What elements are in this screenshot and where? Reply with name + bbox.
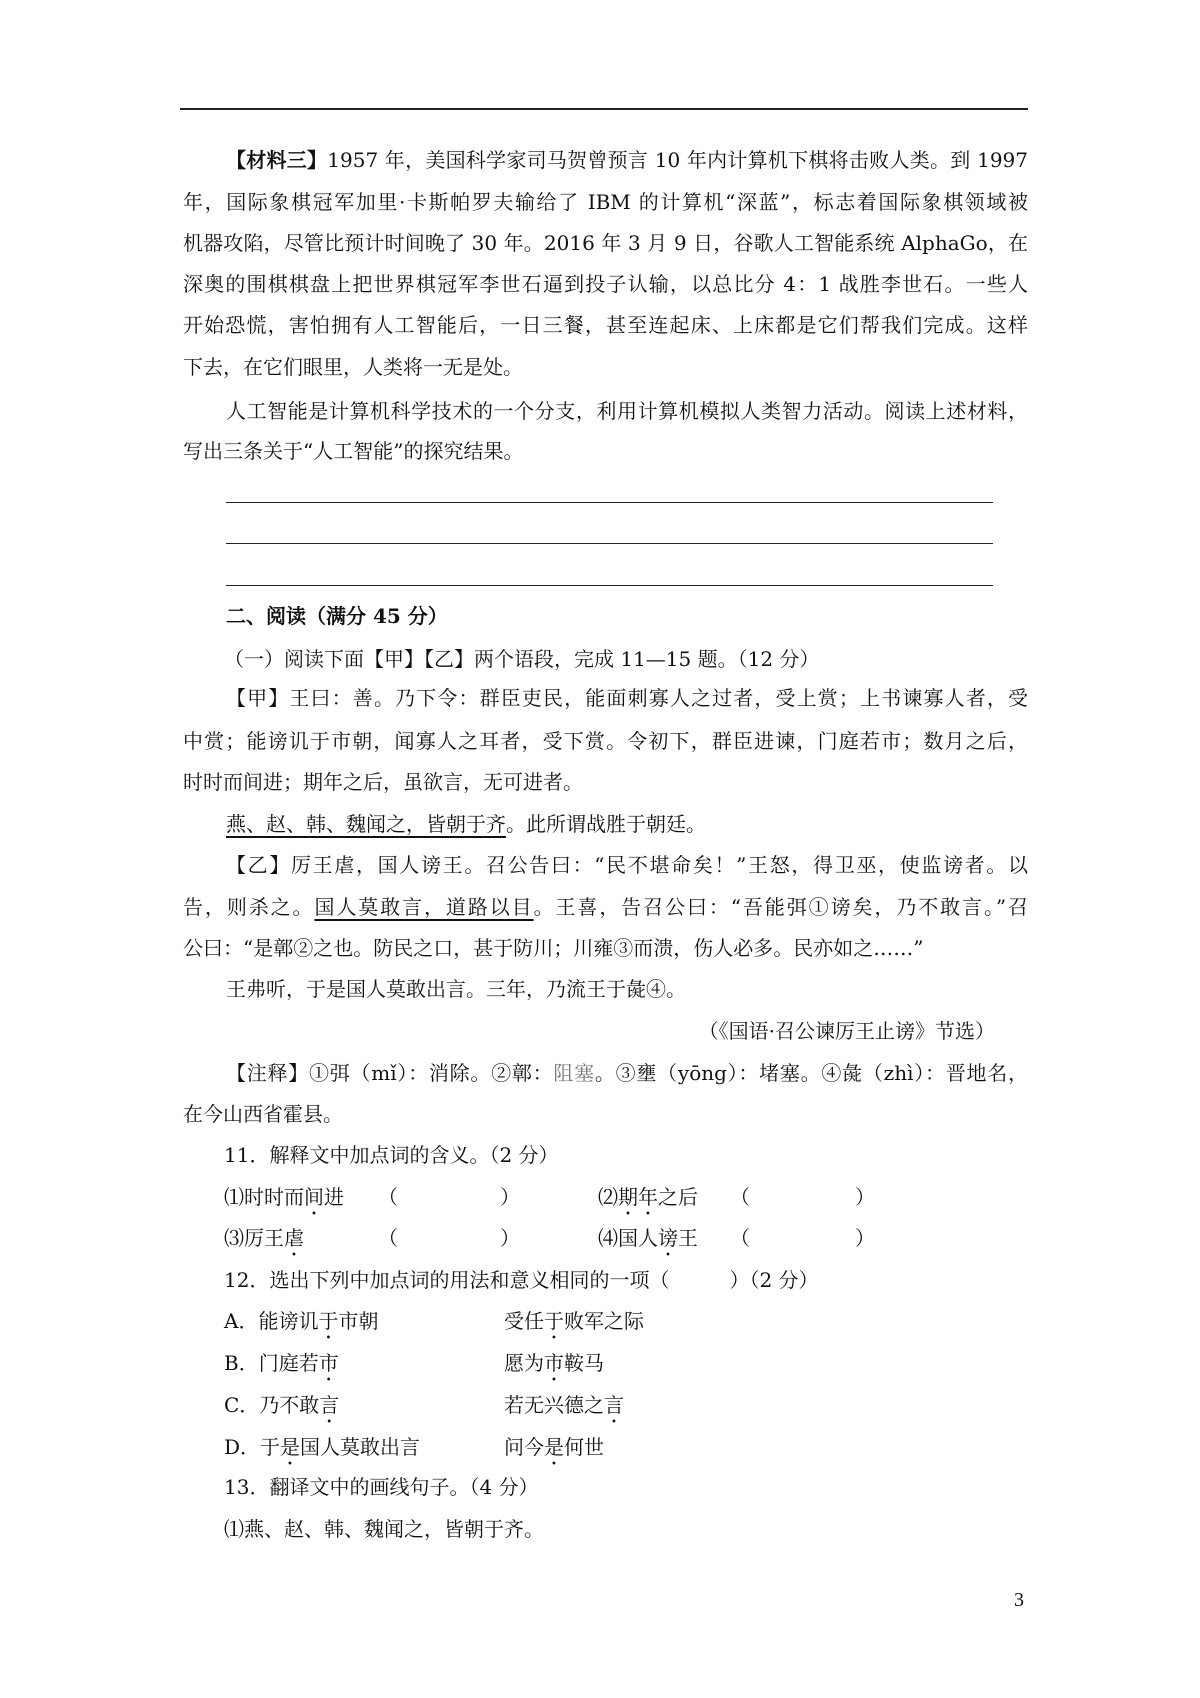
notes-line-2: 在今山西省霍县。 xyxy=(183,1102,343,1126)
dotted-word: 市 xyxy=(318,1351,339,1375)
section-heading: 二、阅读（满分 45 分） xyxy=(226,604,448,628)
material3-line-4: 深奥的围棋棋盘上把世界棋冠军李世石逼到投子认输，以总比分 4：1 战胜李世石。一些人 xyxy=(183,272,1028,296)
dotted-word: 是 xyxy=(544,1435,564,1459)
answer-line-1[interactable] xyxy=(226,502,993,503)
text-segment: A． xyxy=(224,1309,259,1333)
text-segment: 鞍马 xyxy=(564,1351,604,1375)
q12-option-d[interactable] xyxy=(224,1434,420,1460)
q13-item-1: ⑴燕、赵、韩、魏闻之，皆朝于齐。 xyxy=(224,1517,544,1541)
yi-line-1: 【乙】厉王虐，国人谤王。召公告曰：“民不堪命矣！”王怒，得卫巫，使监谤者。以 xyxy=(226,853,1028,877)
text-segment: 进 xyxy=(324,1185,344,1209)
text-segment: 国人莫敢出言 xyxy=(300,1435,421,1459)
text-segment: 乃不敢 xyxy=(259,1393,320,1417)
jia-line-2: 中赏；能谤讥于市朝，闻寡人之耳者，受下赏。令初下，群臣进谏，门庭若市；数月之后， xyxy=(183,729,1028,753)
text-segment: 王 xyxy=(678,1226,698,1250)
answer-line-2[interactable] xyxy=(226,543,993,544)
text-segment: 门庭若 xyxy=(258,1351,319,1375)
text-segment: 1957 年，美国科学家司马贺曾预言 10 年内计算机下棋将击败人类。到 1997 xyxy=(327,148,1028,172)
dotted-word: 于 xyxy=(544,1309,564,1333)
dotted-word: 虐 xyxy=(284,1226,304,1250)
text-segment: 何世 xyxy=(564,1435,604,1459)
dotted-word: 期年 xyxy=(618,1185,658,1209)
yi-line-4: 王弗听，于是国人莫敢出言。三年，乃流王于彘④。 xyxy=(226,977,686,1001)
text-segment: ⑴时时而 xyxy=(224,1185,304,1209)
text-segment: 之后 xyxy=(658,1185,698,1209)
text-segment: 于 xyxy=(260,1435,281,1459)
q12-option-b-compare xyxy=(504,1350,604,1376)
material3-line-1 xyxy=(226,147,1028,173)
notes-line-1 xyxy=(226,1060,1028,1086)
yi-line-2 xyxy=(183,894,1028,920)
q11-blank-2-open[interactable]: （ xyxy=(730,1185,750,1209)
q12-option-a-compare xyxy=(504,1308,644,1334)
prompt-line-2: 写出三条关于“人工智能”的探究结果。 xyxy=(183,439,524,463)
dotted-word: 言 xyxy=(319,1393,340,1417)
q13-title: 13．翻译文中的画线句子。（4 分） xyxy=(224,1475,539,1499)
dotted-word: 言 xyxy=(604,1393,624,1417)
text-segment: 市朝 xyxy=(338,1309,379,1333)
material3-line-6: 下去，在它们眼里，人类将一无是处。 xyxy=(183,355,523,379)
text-segment: 能谤讥 xyxy=(258,1309,319,1333)
yi-line-3: 公曰：“是鄣②之也。防民之口，甚于防川；川雍③而溃，伤人必多。民亦如之……” xyxy=(183,936,924,960)
material3-line-3: 机器攻陷，尽管比预计时间晚了 30 年。2016 年 3 月 9 日，谷歌人工智能系统 AlphaGo，在 xyxy=(183,231,1028,255)
q12-option-c-compare xyxy=(504,1392,624,1418)
q11-item-1 xyxy=(224,1184,344,1210)
text-segment: 败军之际 xyxy=(564,1309,644,1333)
q11-blank-1-open[interactable]: （ xyxy=(378,1185,398,1209)
source-citation: （《国语·召公谏厉王止谤》节选） xyxy=(698,1019,995,1043)
dotted-word: 市 xyxy=(544,1351,564,1375)
answer-line-3[interactable] xyxy=(226,585,993,586)
q12-title: 12．选出下列中加点词的用法和意义相同的一项（ ）（2 分） xyxy=(224,1268,819,1292)
q11-blank-4-open[interactable]: （ xyxy=(730,1226,750,1250)
text-segment: 受任 xyxy=(504,1309,544,1333)
q11-title: 11．解释文中加点词的含义。（2 分） xyxy=(224,1143,559,1167)
text-segment: C． xyxy=(224,1393,260,1417)
dotted-word: 谤 xyxy=(658,1226,678,1250)
underlined-sentence-1: 燕、赵、韩、魏闻之，皆朝于齐 xyxy=(226,812,506,836)
q11-item-2 xyxy=(598,1184,698,1210)
text-segment: ⑷国人 xyxy=(598,1226,658,1250)
q12-option-a[interactable] xyxy=(224,1308,378,1334)
jia-line-1: 【甲】王曰：善。乃下令：群臣吏民，能面刺寡人之过者，受上赏；上书谏寡人者，受 xyxy=(226,686,1028,710)
material3-label: 【材料三】 xyxy=(226,148,328,172)
q11-item-3 xyxy=(224,1225,304,1251)
text-segment: 问今 xyxy=(504,1435,544,1459)
text-segment: B． xyxy=(224,1351,259,1375)
material3-line-2: 年，国际象棋冠军加里·卡斯帕罗夫输给了 IBM 的计算机“深蓝”，标志着国际象棋领域被 xyxy=(183,190,1028,214)
q11-blank-1-close[interactable]: ） xyxy=(500,1185,520,1209)
text-segment: 告，则杀之。 xyxy=(183,895,315,919)
q11-blank-4-close[interactable]: ） xyxy=(855,1226,875,1250)
q12-option-c[interactable] xyxy=(224,1392,339,1418)
text-segment: 愿为 xyxy=(504,1351,544,1375)
text-segment: 。③壅（yōng）：堵塞。④彘（zhì）：晋地名， xyxy=(594,1061,1028,1085)
text-segment: 。此所谓战胜于朝廷。 xyxy=(506,812,706,836)
header-rule xyxy=(180,108,1028,110)
q11-blank-3-close[interactable]: ） xyxy=(500,1226,520,1250)
text-segment: ⑶厉王 xyxy=(224,1226,284,1250)
q11-blank-2-close[interactable]: ） xyxy=(855,1185,875,1209)
dotted-word: 是 xyxy=(280,1435,301,1459)
q12-option-b[interactable] xyxy=(224,1350,339,1376)
text-segment: 【注释】①弭（mǐ）：消除。②鄣： xyxy=(226,1061,554,1085)
material3-line-5: 开始恐慌，害怕拥有人工智能后，一日三餐，甚至连起床、上床都是它们帮我们完成。这样 xyxy=(183,313,1028,337)
text-segment: ⑵ xyxy=(598,1185,618,1209)
text-segment: 。王喜，告召公曰：“吾能弭①谤矣，乃不敢言。”召 xyxy=(533,895,1029,919)
page-number: 3 xyxy=(1014,1589,1024,1611)
dotted-word: 于 xyxy=(318,1309,339,1333)
text-segment: 阻塞 xyxy=(553,1061,595,1085)
underlined-sentence-2: 国人莫敢言，道路以目 xyxy=(314,895,534,919)
q12-option-d-compare xyxy=(504,1434,604,1460)
text-segment: 若无兴德之 xyxy=(504,1393,604,1417)
text-segment: D． xyxy=(224,1435,261,1459)
section-subheading: （一）阅读下面【甲】【乙】两个语段，完成 11—15 题。（12 分） xyxy=(224,647,820,671)
q11-blank-3-open[interactable]: （ xyxy=(378,1226,398,1250)
prompt-line-1: 人工智能是计算机科学技术的一个分支，利用计算机模拟人类智力活动。阅读上述材料， xyxy=(226,399,1028,423)
dotted-word: 间 xyxy=(304,1185,324,1209)
jia-line-4 xyxy=(226,811,706,837)
q11-item-4 xyxy=(598,1225,698,1251)
jia-line-3: 时时而间进；期年之后，虽欲言，无可进者。 xyxy=(183,770,583,794)
